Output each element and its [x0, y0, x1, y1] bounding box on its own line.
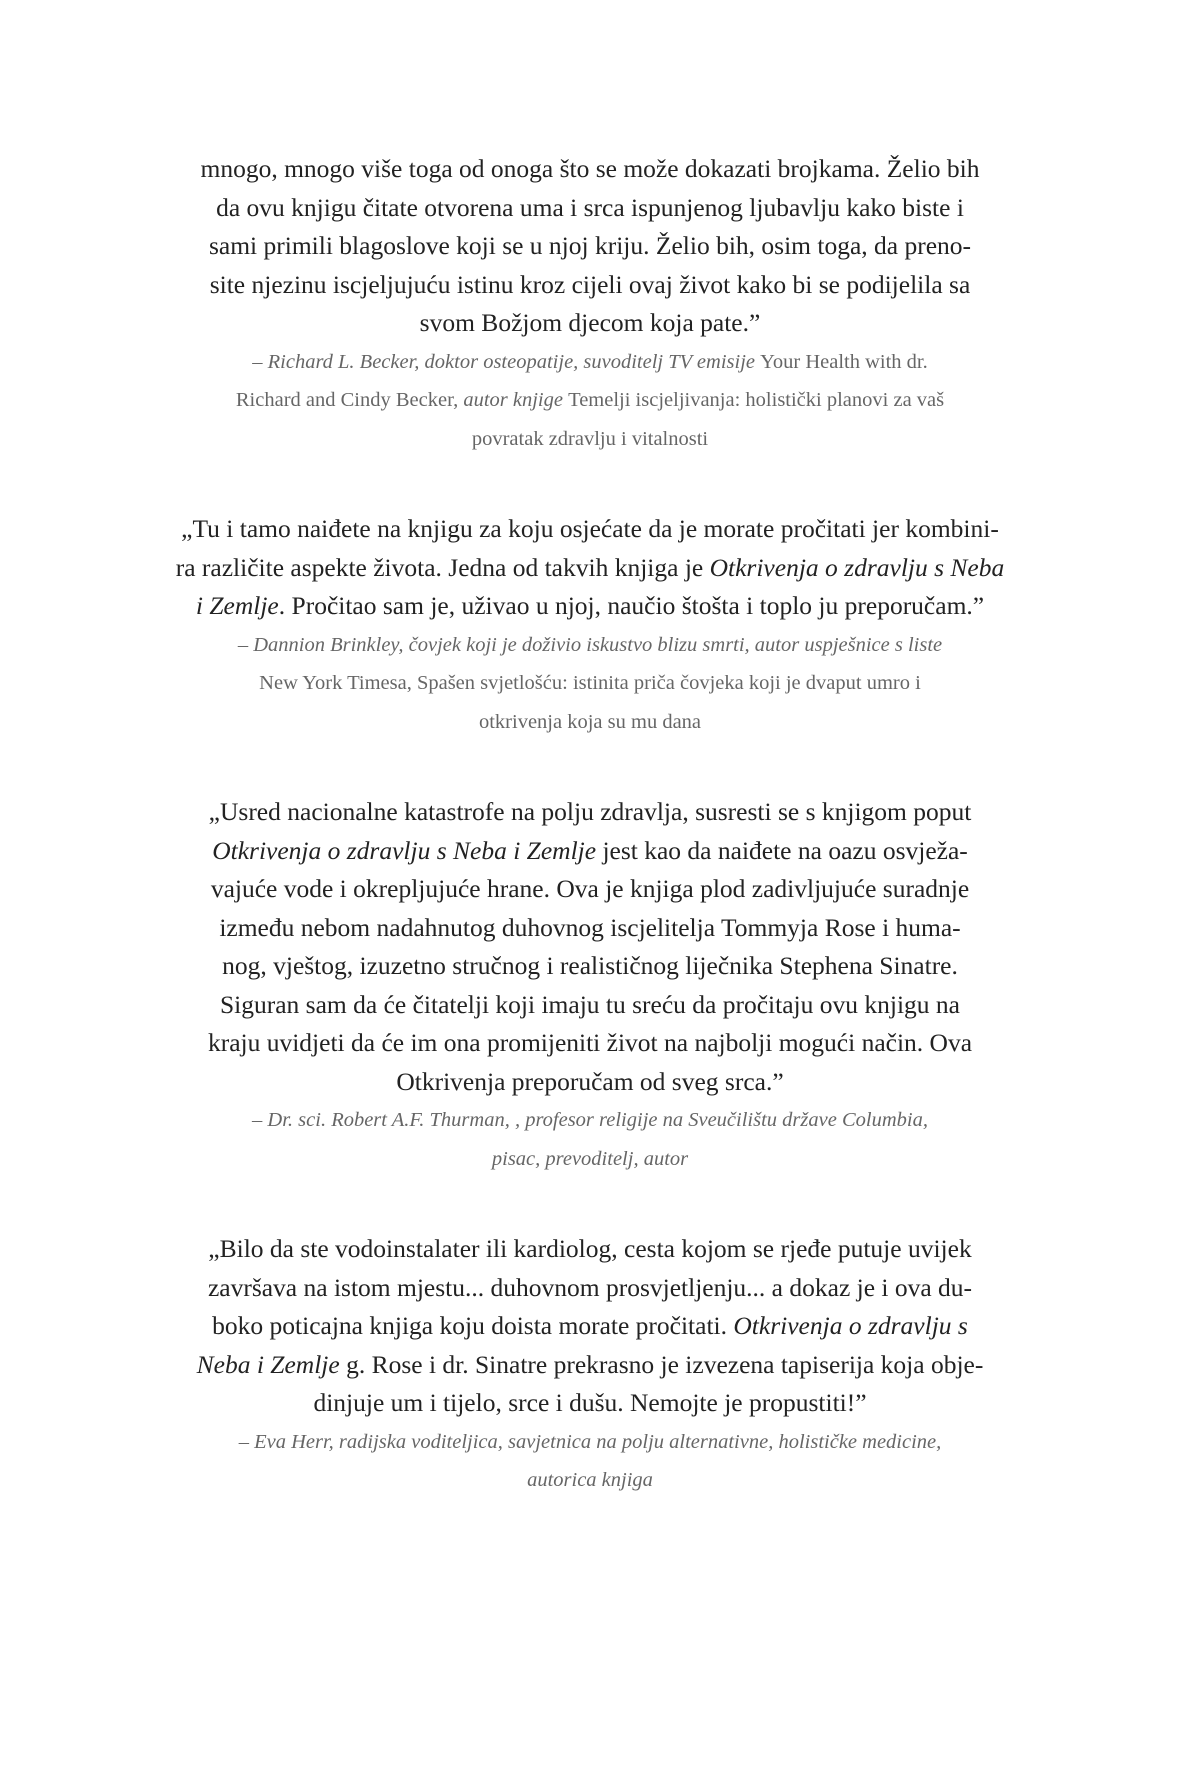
- italic-text: Otkrivenja o zdravlju s: [733, 1311, 968, 1340]
- attribution-line: [165, 664, 1015, 703]
- text-segment: Your Health with dr.: [760, 350, 928, 373]
- attribution-line: [165, 626, 1015, 665]
- text-segment: Richard and Cindy Becker,: [235, 389, 464, 411]
- quote-line: [165, 1230, 1015, 1269]
- text-segment: Temelji iscjeljivanja: holistički planovi za vaš: [568, 389, 945, 411]
- italic-text: autorica knjiga: [527, 1469, 653, 1491]
- attribution: [165, 626, 1015, 742]
- attribution-line: [165, 1423, 1015, 1462]
- text-segment: nog, vještog, izuzetno stručnog i realističnog liječnika Stephena Sinatre.: [222, 951, 958, 980]
- italic-text: autor knjige: [463, 389, 569, 411]
- quote-line: [165, 1024, 1015, 1063]
- attribution: [165, 1423, 1015, 1500]
- text-segment: da ovu knjigu čitate otvorena uma i srca ispunjenog ljubavlju kako biste i: [216, 192, 964, 222]
- quote-line: [165, 304, 1015, 343]
- italic-text: i Zemlje: [195, 591, 279, 620]
- text-segment: vajuće vode i okrepljujuće hrane. Ova je knjiga plod zadivljujuće suradnje: [210, 874, 970, 903]
- testimonial-thurman: [165, 793, 1015, 1178]
- italic-text: pisac, prevoditelj, autor: [491, 1147, 689, 1170]
- quote-text: [165, 510, 1015, 626]
- text-segment: povratak zdravlju i vitalnosti: [471, 427, 709, 450]
- testimonial-brinkley: [165, 510, 1015, 741]
- text-segment: „Tu i tamo naiđete na knjigu za koju osjećate da je morate pročitati jer kombini-: [181, 514, 999, 543]
- quote-text: [165, 793, 1015, 1101]
- quote-line: [165, 150, 1015, 189]
- quote-line: [165, 510, 1015, 549]
- quote-line: [165, 947, 1015, 986]
- text-segment: mnogo, mnogo više toga od onoga što se može dokazati brojkama. Želio bih: [200, 154, 980, 183]
- italic-text: – Dannion Brinkley, čovjek koji je doživio iskustvo blizu smrti, autor uspješnice s liste: [237, 633, 943, 656]
- text-segment: New York Timesa, Spašen svjetlošću: istinita priča čovjeka koji je dvaput umro i: [259, 672, 921, 694]
- quote-line: [165, 266, 1015, 305]
- text-segment: dinjuje um i tijelo, srce i dušu. Nemojte je propustiti!”: [313, 1388, 867, 1417]
- text-segment: „Usred nacionalne katastrofe na polju zdravlja, susresti se s knjigom poput: [208, 797, 972, 826]
- quote-line: [165, 870, 1015, 909]
- italic-text: – Eva Herr, radijska voditeljica, savjetnica na polju alternativne, holističke medicine,: [238, 1430, 942, 1453]
- italic-text: – Dr. sci. Robert A.F. Thurman, , profesor religije na Sveučilištu države Columbia,: [252, 1109, 928, 1131]
- italic-text: Otkrivenja o zdravlju s Neba i Zemlje: [212, 835, 597, 865]
- quote-line: [165, 189, 1015, 228]
- quote-line: [165, 986, 1015, 1025]
- text-segment: jest kao da naiđete na oazu osvježa-: [596, 835, 968, 865]
- quote-line: [165, 1346, 1015, 1385]
- text-segment: Otkrivenja preporučam od sveg srca.”: [396, 1066, 784, 1096]
- text-segment: Siguran sam da će čitatelji koji imaju tu sreću da pročitaju ovu knjigu na: [219, 989, 960, 1019]
- attribution-line: [165, 1140, 1015, 1179]
- italic-text: Otkrivenja o zdravlju s Neba: [709, 552, 1005, 582]
- testimonial-herr: [165, 1230, 1015, 1500]
- quote-line: [165, 227, 1015, 266]
- quote-line: [165, 587, 1015, 626]
- quote-line: [165, 832, 1015, 871]
- text-segment: kraju uvidjeti da će im ona promijeniti život na najbolji mogući način. Ova: [207, 1028, 973, 1057]
- quote-text: [165, 1230, 1015, 1423]
- quote-line: [165, 1269, 1015, 1308]
- page-content: [165, 150, 1015, 1500]
- italic-text: – Richard L. Becker, doktor osteopatije, suvoditelj TV emisije: [252, 350, 761, 373]
- attribution-line: [165, 1461, 1015, 1500]
- attribution-line: [165, 1101, 1015, 1140]
- text-segment: između nebom nadahnutog duhovnog iscjelitelja Tommyja Rose i huma-: [219, 912, 961, 942]
- text-segment: „Bilo da ste vodoinstalater ili kardiolog, cesta kojom se rjeđe putuje uvijek: [208, 1234, 972, 1263]
- quote-line: [165, 1384, 1015, 1423]
- quote-line: [165, 1063, 1015, 1102]
- text-segment: boko poticajna knjiga koju doista morate pročitati.: [212, 1311, 734, 1340]
- attribution-line: [165, 381, 1015, 420]
- block-spacer: [165, 741, 1015, 793]
- italic-text: Neba i Zemlje: [196, 1349, 340, 1379]
- attribution-line: [165, 420, 1015, 459]
- text-segment: ra različite aspekte života. Jedna od takvih knjiga je: [175, 552, 710, 582]
- text-segment: svom Božjom djecom koja pate.”: [419, 308, 761, 337]
- testimonial-becker: [165, 150, 1015, 458]
- text-segment: otkrivenja koja su mu dana: [478, 710, 702, 733]
- quote-line: [165, 549, 1015, 588]
- text-segment: sami primili blagoslove koji se u njoj kriju. Želio bih, osim toga, da preno-: [208, 231, 972, 260]
- attribution-line: [165, 703, 1015, 742]
- quote-line: [165, 909, 1015, 948]
- text-segment: . Pročitao sam je, uživao u njoj, naučio štošta i toplo ju preporučam.”: [278, 591, 985, 620]
- text-segment: site njezinu iscjeljujuću istinu kroz cijeli ovaj život kako bi se podijelila sa: [209, 269, 971, 299]
- block-spacer: [165, 458, 1015, 510]
- attribution: [165, 1101, 1015, 1178]
- attribution: [165, 343, 1015, 459]
- attribution-line: [165, 343, 1015, 382]
- block-spacer: [165, 1178, 1015, 1230]
- quote-line: [165, 793, 1015, 832]
- text-segment: završava na istom mjestu... duhovnom prosvjetljenju... a dokaz je i ova du-: [207, 1272, 973, 1302]
- text-segment: g. Rose i dr. Sinatre prekrasno je izvezena tapiserija koja obje-: [339, 1349, 984, 1379]
- quote-text: [165, 150, 1015, 343]
- quote-line: [165, 1307, 1015, 1346]
